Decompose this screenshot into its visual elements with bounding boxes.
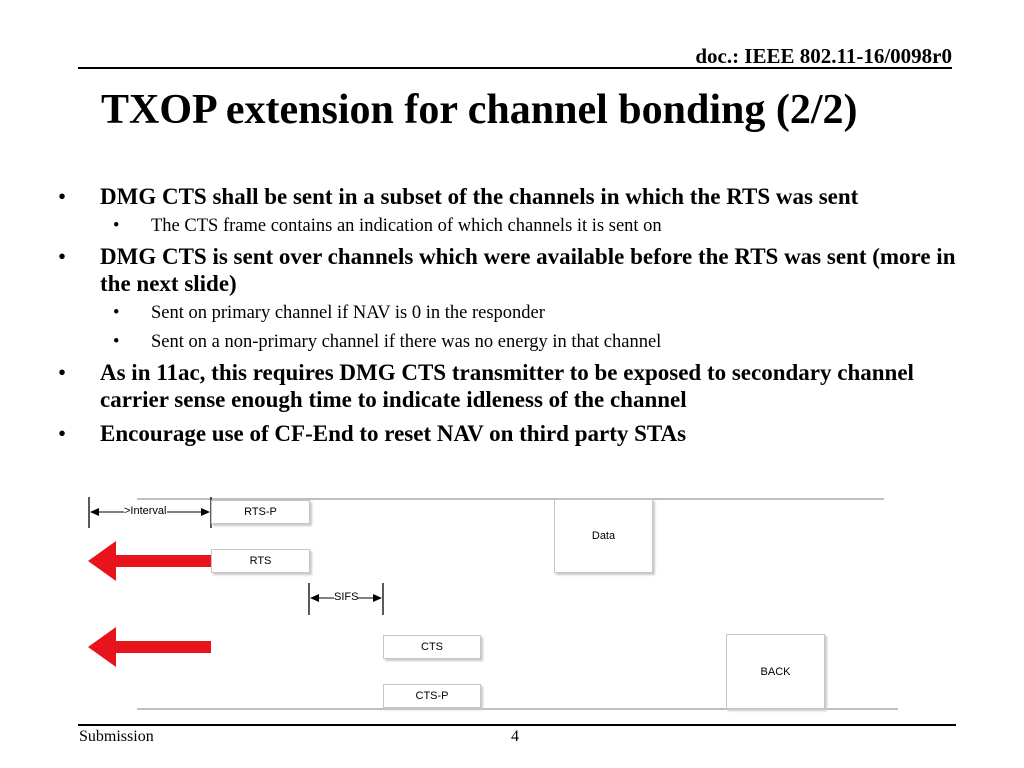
page-number: 4 <box>511 728 519 745</box>
document-id: doc.: IEEE 802.11-16/0098r0 <box>695 44 952 68</box>
sifs-arrowhead-left <box>310 594 319 602</box>
footer-divider <box>78 724 956 726</box>
interval-arrowhead-left <box>90 508 99 516</box>
frame-back: BACK <box>726 634 825 709</box>
sifs-arrowhead-right <box>373 594 382 602</box>
bullet-glyph: • <box>113 216 120 236</box>
bullet-text: Encourage use of CF-End to reset NAV on third party STAs <box>100 421 687 446</box>
interval-arrowhead-right <box>201 508 210 516</box>
interval-label: >Interval <box>124 505 167 517</box>
frame-rts-p: RTS-P <box>211 500 310 524</box>
footer-submission: Submission <box>79 728 154 745</box>
sub-bullet-text: The CTS frame contains an indication of which channels it is sent on <box>151 216 662 236</box>
slide-title: TXOP extension for channel bonding (2/2) <box>101 87 858 133</box>
bullet-glyph: • <box>113 303 120 323</box>
sub-bullet-text: Sent on a non-primary channel if there was no energy in that channel <box>151 332 662 352</box>
bullet-glyph: • <box>58 184 67 209</box>
frame-cts-p: CTS-P <box>383 684 481 708</box>
red-arrow-left-icon <box>88 541 211 581</box>
red-arrow-left-icon <box>88 627 211 667</box>
frame-cts: CTS <box>383 635 481 659</box>
bullet-text: DMG CTS shall be sent in a subset of the channels in which the RTS was sent <box>100 184 859 209</box>
frame-rts: RTS <box>211 549 310 573</box>
bullet-text: DMG CTS is sent over channels which were available before the RTS was sent (more in the next slide) <box>100 244 956 296</box>
sub-bullet-text: Sent on primary channel if NAV is 0 in the responder <box>151 303 545 323</box>
bullet-text: As in 11ac, this requires DMG CTS transmitter to be exposed to secondary channel carrier sense enough time to indicate idleness of the channel <box>100 360 914 412</box>
sifs-label: SIFS <box>334 591 359 603</box>
bullet-glyph: • <box>58 421 67 446</box>
bullet-glyph: • <box>58 360 67 385</box>
frame-data: Data <box>554 499 653 573</box>
bullet-glyph: • <box>58 244 67 269</box>
bullet-glyph: • <box>113 332 120 352</box>
